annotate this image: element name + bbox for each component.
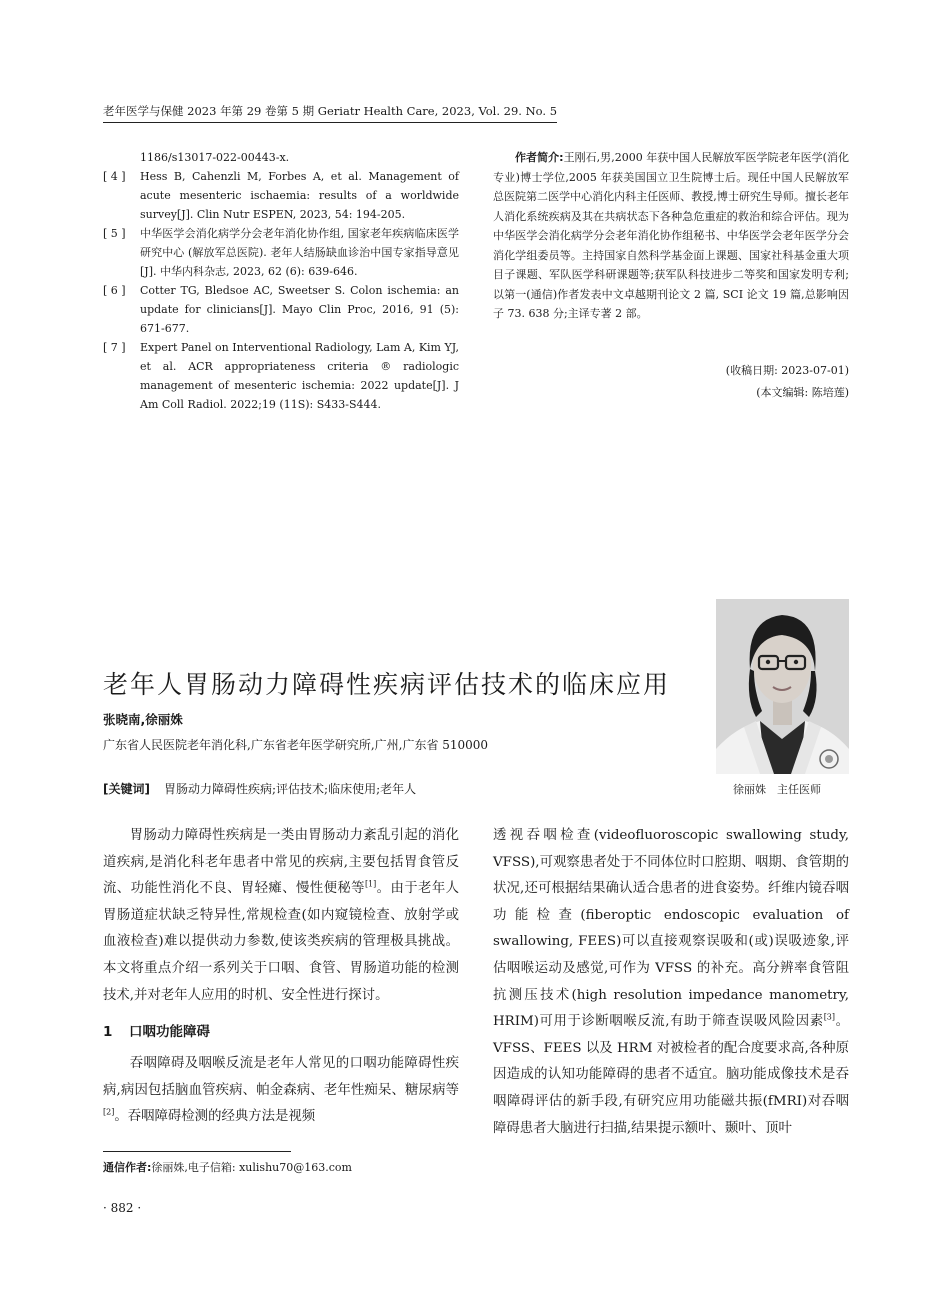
paragraph-text: 。VFSS、FEES 以及 HRM 对被检者的配合度要求高,各种原因造成的认知功能障碍的患者不适宜。脑功能成像技术是吞咽障碍评估的新手段,有研究应用功能磁共振(fMRI)对吞咽障碍患者大脑进行扫描,结果提示额叶、颞叶、顶叶	[493, 1014, 849, 1136]
section-number: 1	[103, 1024, 113, 1041]
author-portrait-image	[716, 599, 849, 774]
running-head: 老年医学与保健 2023 年第 29 卷第 5 期 Geriatr Health Care, 2023, Vol. 29. No. 5	[103, 103, 557, 123]
footnote-label: 通信作者:	[103, 1161, 152, 1174]
reference-item	[103, 224, 459, 281]
reference-number: [ 7 ]	[103, 341, 126, 354]
section-title: 口咽功能障碍	[129, 1024, 210, 1041]
body-column-left	[103, 823, 459, 1131]
reference-text: Hess B, Cahenzli M, Forbes A, et al. Management of acute mesenteric ischaemia: results of a worldwide survey[J]. Clin Nutr ESPEN, 2023, 54: 194-205.	[140, 170, 459, 221]
editor-note: (本文编辑: 陈培莲)	[756, 386, 849, 399]
article-authors: 张晓南,徐丽姝	[103, 712, 183, 727]
keywords	[103, 780, 416, 798]
body-paragraph	[493, 823, 849, 1142]
paragraph-text: 吞咽障碍及咽喉反流是老年人常见的口咽功能障碍性疾病,病因包括脑血管疾病、帕金森病、老年性痴呆、糖尿病等	[103, 1056, 459, 1098]
citation-mark: [1]	[364, 879, 377, 889]
page-number: · 882 ·	[103, 1201, 142, 1215]
body-column-right	[493, 823, 849, 1142]
corresponding-author-footnote	[103, 1160, 352, 1176]
reference-text: Expert Panel on Interventional Radiology, Lam A, Kim YJ, et al. ACR appropriateness criteria ® radiologic management of mesenteric ischemia: 2022 update[J]. J Am Coll Radiol. 2022;19 (11S): S433-S444.	[140, 341, 459, 411]
reference-text: Cotter TG, Bledsoe AC, Sweetser S. Colon ischemia: an update for clinicians[J]. Mayo Clin Proc, 2016, 91 (5): 671-677.	[140, 284, 459, 335]
footnote-divider	[103, 1151, 291, 1152]
author-affiliation: 广东省人民医院老年消化科,广东省老年医学研究所,广州,广东省 510000	[103, 738, 489, 752]
reference-item	[103, 338, 459, 414]
reference-number: [ 6 ]	[103, 284, 126, 297]
reference-list	[103, 148, 459, 414]
paragraph-text: 。由于老年人胃肠道症状缺乏特异性,常规检查(如内窥镜检查、放射学或血液检查)难以提供动力参数,使该类疾病的管理极具挑战。本文将重点介绍一系列关于口咽、食管、胃肠道功能的检测技术,并对老年人应用的时机、安全性进行探讨。	[103, 881, 459, 1003]
author-bio-label: 作者简介:	[515, 151, 564, 164]
photo-caption: 徐丽姝 主任医师	[733, 783, 821, 796]
keywords-label: [关键词]	[103, 782, 150, 796]
section-heading	[103, 1019, 459, 1045]
author-bio	[493, 148, 849, 324]
body-paragraph	[103, 823, 459, 1009]
reference-item	[103, 167, 459, 224]
article-title: 老年人胃肠动力障碍性疾病评估技术的临床应用	[103, 670, 671, 699]
reference-number: [ 4 ]	[103, 170, 126, 183]
reference-text: 中华医学会消化病学分会老年消化协作组, 国家老年疾病临床医学研究中心 (解放军总医院). 老年人结肠缺血诊治中国专家指导意见[J]. 中华内科杂志, 2023, 62 (6): 639-646.	[140, 227, 459, 278]
reference-text: 1186/s13017-022-00443-x.	[140, 151, 290, 164]
body-paragraph	[103, 1051, 459, 1131]
reference-item	[103, 148, 459, 167]
citation-mark: [2]	[103, 1107, 115, 1117]
citation-mark: [3]	[823, 1012, 836, 1022]
reference-number: [ 5 ]	[103, 227, 126, 240]
received-date: (收稿日期: 2023-07-01)	[725, 364, 849, 377]
author-photo	[716, 599, 849, 774]
author-bio-text: 王刚石,男,2000 年获中国人民解放军医学院老年医学(消化专业)博士学位,2005 年获美国国立卫生院博士后。现任中国人民解放军总医院第二医学中心消化内科主任医师、教授,博士研究生导师。擅长老年人消化系统疾病及其在共病状态下各种急危重症的救治和综合评估。现为中华医学会消化病学分会老年消化协作组秘书、中华医学会老年医学分会消化学组委员等。主持国家自然科学基金面上课题、国家社科基金重大项目子课题、军队医学科研课题等;获军队科技进步二等奖和国家发明专利;以第一(通信)作者发表中文卓越期刊论文 2 篇, SCI 论文 19 篇,总影响因子 73. 638 分;主译专著 2 部。	[493, 151, 849, 320]
footnote-text: 徐丽姝,电子信箱: xulishu70@163.com	[151, 1161, 352, 1174]
paragraph-text: 胃肠动力障碍性疾病是一类由胃肠动力紊乱引起的消化道疾病,是消化科老年患者中常见的疾病,主要包括胃食管反流、功能性消化不良、胃轻瘫、慢性便秘等	[103, 828, 459, 897]
reference-item	[103, 281, 459, 338]
paragraph-text: 透视吞咽检查(videofluoroscopic swallowing study, VFSS),可观察患者处于不同体位时口腔期、咽期、食管期的状况,还可根据结果确认适合患者的进食姿势。纤维内镜吞咽功能检查(fiberoptic endoscopic evaluation of swallowing, FEES)可以直接观察误吸和(或)误吸迹象,评估咽喉运动及感觉,可作为 VFSS 的补充。高分辨率食管阻抗测压技术(high resolution impedance manometry, HRIM)可用于诊断咽喉反流,有助于筛查误吸风险因素	[493, 828, 849, 1030]
paragraph-text: 。吞咽障碍检测的经典方法是视频	[114, 1109, 316, 1125]
keywords-text: 胃肠动力障碍性疾病;评估技术;临床使用;老年人	[163, 782, 417, 796]
